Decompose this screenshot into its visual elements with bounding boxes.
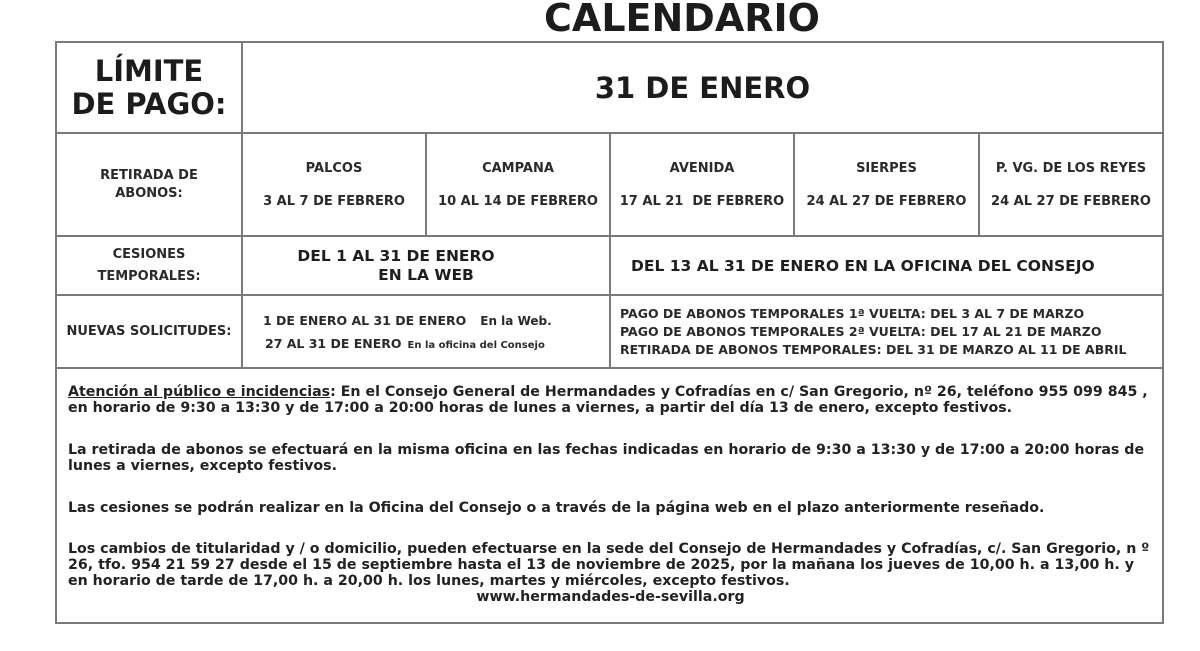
column-dates: 10 AL 14 DE FEBRERO bbox=[438, 193, 598, 209]
table-border-right bbox=[1162, 41, 1164, 624]
nuevas-web-where: En la Web. bbox=[480, 313, 552, 328]
nuevas-line-web bbox=[263, 313, 552, 328]
nuevas-solicitudes-dates bbox=[243, 296, 609, 367]
retirada-label-line1: RETIRADA DE bbox=[100, 167, 198, 183]
nuevas-label-text: NUEVAS SOLICITUDES: bbox=[66, 323, 232, 339]
retirada-text: La retirada de abonos se efectuará en la misma oficina en las fechas indicadas en horario de 9:30 a 13:30 y de 17:00 a 20:00 horas de lunes a viernes, excepto festivos. bbox=[68, 442, 1145, 474]
retirada-column-campana bbox=[427, 134, 609, 235]
column-name: P. VG. DE LOS REYES bbox=[995, 160, 1147, 176]
nuevas-oficina-dates: 27 AL 31 DE ENERO bbox=[265, 335, 402, 351]
nuevas-solicitudes-pagos bbox=[611, 296, 1162, 367]
atencion-heading: Atención al público e incidencias bbox=[68, 384, 331, 400]
cesiones-oficina bbox=[611, 237, 1162, 294]
page-title: CALENDARIO bbox=[544, 0, 820, 40]
cesiones-label bbox=[57, 237, 241, 294]
column-dates: 24 AL 27 DE FEBRERO bbox=[991, 193, 1151, 209]
pago-primera-vuelta: PAGO DE ABONOS TEMPORALES 1ª VUELTA: DEL 3 AL 7 DE MARZO bbox=[620, 305, 1085, 321]
cesiones-text: Las cesiones se podrán realizar en la Oficina del Consejo o a través de la página web en el plazo anteriormente reseñado. bbox=[68, 500, 1045, 516]
retirada-column-palcos bbox=[243, 134, 425, 235]
cesiones-web-line2: EN LA WEB bbox=[378, 265, 474, 284]
limite-pago-label-line2: DE PAGO: bbox=[71, 86, 227, 121]
limite-pago-value bbox=[243, 43, 1162, 132]
nuevas-solicitudes-label bbox=[57, 296, 241, 367]
cesiones-web bbox=[243, 237, 609, 294]
cesiones-oficina-text: DEL 13 AL 31 DE ENERO EN LA OFICINA DEL CONSEJO bbox=[631, 256, 1095, 275]
column-name: CAMPANA bbox=[482, 160, 554, 176]
cesiones-label-line2: TEMPORALES: bbox=[97, 268, 201, 284]
atencion-text: : En el Consejo General de Hermandades y Cofradías en c/ San Gregorio, nº 26, teléfono 955 099 845 , en horario de 9:30 a 13:30 y de 17:00 a 20:00 horas de lunes a viernes, a partir del día 13 de enero, excepto festivos. bbox=[68, 384, 1148, 416]
retirada-column-sierpes bbox=[795, 134, 978, 235]
retirada-abonos-temporales: RETIRADA DE ABONOS TEMPORALES: DEL 31 DE MARZO AL 11 DE ABRIL bbox=[620, 341, 1127, 357]
info-retirada bbox=[68, 442, 1153, 474]
nuevas-oficina-where: En la oficina del Consejo bbox=[407, 339, 545, 351]
table-border-bottom bbox=[56, 622, 1164, 624]
column-name: PALCOS bbox=[305, 160, 363, 176]
column-dates: 17 AL 21 DE FEBRERO bbox=[619, 193, 785, 209]
nuevas-web-dates: 1 DE ENERO AL 31 DE ENERO bbox=[263, 312, 467, 328]
column-dates: 24 AL 27 DE FEBRERO bbox=[806, 193, 967, 209]
column-name: AVENIDA bbox=[669, 160, 735, 176]
cesiones-web-line1: DEL 1 AL 31 DE ENERO bbox=[297, 246, 495, 265]
limite-pago-date: 31 DE ENERO bbox=[594, 70, 811, 105]
retirada-column-reyes bbox=[980, 134, 1162, 235]
retirada-label-line2: ABONOS: bbox=[115, 185, 183, 201]
website-link[interactable]: www.hermandades-de-sevilla.org bbox=[476, 589, 745, 605]
retirada-column-avenida bbox=[611, 134, 793, 235]
limite-pago-label bbox=[57, 43, 241, 132]
retirada-abonos-label bbox=[57, 134, 241, 235]
column-name: SIERPES bbox=[856, 160, 917, 176]
cambios-text: Los cambios de titularidad y / o domicilio, pueden efectuarse en la sede del Consejo de Hermandades y Cofradías, c/. San Gregorio, n º 26, tfo. 954 21 59 27 desde el 15 de septiembre hasta el 13 de noviembre de 2025, por la mañana los jueves de 10,00 h. a 13,00 h. y en horario de tarde de 17,00 h. a 20,00 h. los lunes, martes y miércoles, excepto festivos. bbox=[68, 541, 1150, 589]
nuevas-line-oficina bbox=[263, 336, 545, 351]
info-cesiones bbox=[68, 500, 1153, 516]
column-dates: 3 AL 7 DE FEBRERO bbox=[263, 193, 405, 209]
limite-pago-label-line1: LÍMITE bbox=[94, 53, 204, 88]
info-atencion bbox=[68, 384, 1153, 416]
cesiones-label-line1: CESIONES bbox=[112, 246, 186, 262]
info-cambios bbox=[68, 541, 1153, 605]
pago-segunda-vuelta: PAGO DE ABONOS TEMPORALES 2ª VUELTA: DEL 17 AL 21 DE MARZO bbox=[620, 323, 1102, 339]
